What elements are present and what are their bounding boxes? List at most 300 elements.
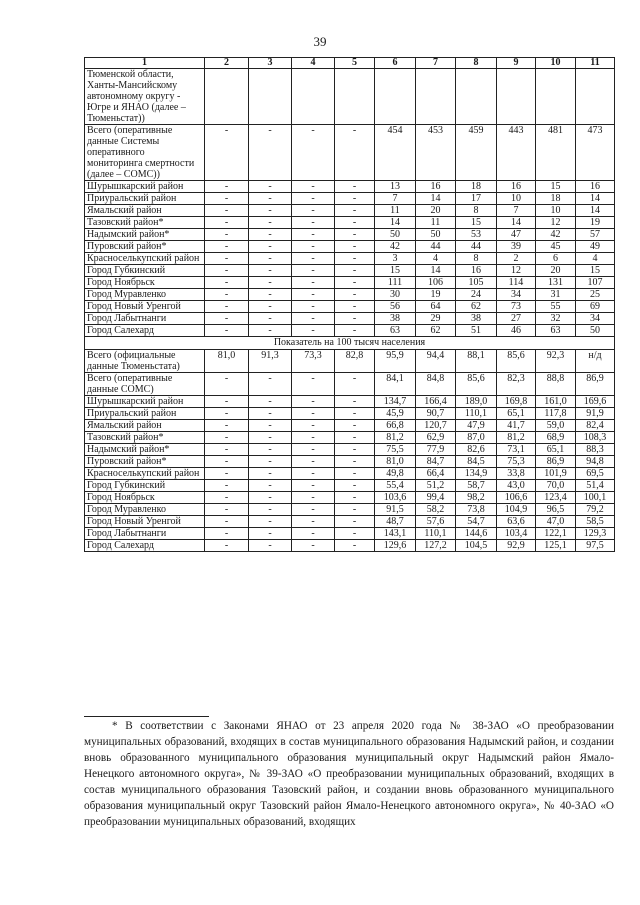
table-row <box>85 69 615 125</box>
table-cell: 125,1 <box>536 540 576 552</box>
table-cell: 75,3 <box>497 456 536 468</box>
table-cell: 18 <box>536 193 576 205</box>
table-cell: - <box>335 253 375 265</box>
table-cell: - <box>292 444 335 456</box>
table-cell: - <box>335 516 375 528</box>
table-cell: 16 <box>416 181 456 193</box>
table-cell: 84,8 <box>416 373 456 396</box>
table-cell: 120,7 <box>416 420 456 432</box>
table-cell: 38 <box>456 313 497 325</box>
row-label: Город Салехард <box>85 540 205 552</box>
table-cell: 134,9 <box>456 468 497 480</box>
table-cell: 104,5 <box>456 540 497 552</box>
table-cell: - <box>249 456 292 468</box>
row-label: Город Новый Уренгой <box>85 301 205 313</box>
col-header: 8 <box>456 58 497 69</box>
table-cell: - <box>335 540 375 552</box>
table-cell: - <box>205 325 249 337</box>
table-cell: 34 <box>497 289 536 301</box>
table-cell: 90,7 <box>416 408 456 420</box>
header-row <box>85 58 615 69</box>
table-cell: 107 <box>576 277 615 289</box>
table-cell: 63 <box>375 325 416 337</box>
table-row <box>85 217 615 229</box>
table-cell: - <box>335 373 375 396</box>
table-cell: 42 <box>375 241 416 253</box>
table-cell: 33,8 <box>497 468 536 480</box>
table-cell: - <box>205 396 249 408</box>
table-body-per-100k <box>85 350 615 552</box>
table-cell: 53 <box>456 229 497 241</box>
table-cell: - <box>249 125 292 181</box>
table-cell: 50 <box>416 229 456 241</box>
table-cell: 47,9 <box>456 420 497 432</box>
table-row <box>85 325 615 337</box>
table-row <box>85 289 615 301</box>
table-cell: - <box>335 325 375 337</box>
table-cell: - <box>292 396 335 408</box>
table-cell: - <box>205 444 249 456</box>
table-cell: 47,0 <box>536 516 576 528</box>
table-cell: - <box>335 181 375 193</box>
row-label: Всего (оперативные данные Системы оперативного мониторинга смертности (далее – СОМС)) <box>85 125 205 181</box>
table-cell: 8 <box>456 205 497 217</box>
table-cell: - <box>249 373 292 396</box>
row-label: Ямальский район <box>85 205 205 217</box>
table-cell: - <box>292 125 335 181</box>
section-row <box>85 337 615 350</box>
row-label: Город Салехард <box>85 325 205 337</box>
table-cell: 14 <box>416 193 456 205</box>
table-cell: - <box>249 193 292 205</box>
table-cell: 45 <box>536 241 576 253</box>
table-cell: 96,5 <box>536 504 576 516</box>
table-cell: 75,5 <box>375 444 416 456</box>
table-cell: - <box>292 492 335 504</box>
row-label: Приуральский район <box>85 193 205 205</box>
table-cell: 69 <box>576 301 615 313</box>
table-cell <box>335 69 375 125</box>
table-cell: - <box>292 181 335 193</box>
table-cell: 62,9 <box>416 432 456 444</box>
table-cell: - <box>249 289 292 301</box>
table-cell: 10 <box>536 205 576 217</box>
table-cell: 454 <box>375 125 416 181</box>
table-cell: - <box>292 528 335 540</box>
table-cell: н/д <box>576 350 615 373</box>
col-header: 4 <box>292 58 335 69</box>
table-cell: 85,6 <box>456 373 497 396</box>
table-cell: - <box>335 420 375 432</box>
table-cell: - <box>292 516 335 528</box>
table-cell: 55,4 <box>375 480 416 492</box>
table-cell: 103,6 <box>375 492 416 504</box>
table-row <box>85 253 615 265</box>
table-cell: 88,1 <box>456 350 497 373</box>
table-cell: - <box>249 408 292 420</box>
table-cell: 108,3 <box>576 432 615 444</box>
table-cell: - <box>335 125 375 181</box>
table-cell: 14 <box>576 193 615 205</box>
table-cell: - <box>205 540 249 552</box>
table-cell: 50 <box>576 325 615 337</box>
table-cell: - <box>335 289 375 301</box>
table-cell: - <box>335 241 375 253</box>
table-cell: 443 <box>497 125 536 181</box>
table-cell: - <box>205 492 249 504</box>
row-label: Город Ноябрьск <box>85 492 205 504</box>
table-cell: 63 <box>536 325 576 337</box>
table-cell: 481 <box>536 125 576 181</box>
table-cell: - <box>205 229 249 241</box>
table-cell: - <box>335 193 375 205</box>
table-cell: - <box>205 253 249 265</box>
table-cell: 54,7 <box>456 516 497 528</box>
table-cell: 134,7 <box>375 396 416 408</box>
table-cell: 473 <box>576 125 615 181</box>
table-cell: 91,5 <box>375 504 416 516</box>
table-cell: 48,7 <box>375 516 416 528</box>
table-cell: - <box>205 420 249 432</box>
table-cell: 51,4 <box>576 480 615 492</box>
table-cell <box>416 69 456 125</box>
table-cell: 84,5 <box>456 456 497 468</box>
table-cell: - <box>205 313 249 325</box>
row-label: Всего (официальные данные Тюменьстата) <box>85 350 205 373</box>
table-cell: 84,1 <box>375 373 416 396</box>
table-cell: 15 <box>576 265 615 277</box>
table-cell: 85,6 <box>497 350 536 373</box>
table-cell: 94,8 <box>576 456 615 468</box>
table-cell: - <box>249 444 292 456</box>
col-header: 2 <box>205 58 249 69</box>
table-cell: - <box>249 325 292 337</box>
table-cell: 453 <box>416 125 456 181</box>
table-cell: 29 <box>416 313 456 325</box>
col-header: 1 <box>85 58 205 69</box>
table-row <box>85 480 615 492</box>
table-cell: - <box>292 205 335 217</box>
table-cell: - <box>249 492 292 504</box>
table-cell: 103,4 <box>497 528 536 540</box>
table-cell: 15 <box>536 181 576 193</box>
table-cell <box>536 69 576 125</box>
table-cell: 14 <box>416 265 456 277</box>
table-cell: 63,6 <box>497 516 536 528</box>
table-cell: 77,9 <box>416 444 456 456</box>
table-cell <box>497 69 536 125</box>
table-cell: 105 <box>456 277 497 289</box>
row-label: Надымский район* <box>85 444 205 456</box>
table-cell: - <box>205 408 249 420</box>
table-cell: 97,5 <box>576 540 615 552</box>
table-cell: 144,6 <box>456 528 497 540</box>
table-cell: 57 <box>576 229 615 241</box>
table-cell: 129,3 <box>576 528 615 540</box>
table-cell: - <box>292 420 335 432</box>
table-cell: 169,8 <box>497 396 536 408</box>
table-cell: - <box>249 420 292 432</box>
table-cell: 43,0 <box>497 480 536 492</box>
table-cell: - <box>205 277 249 289</box>
table-cell: - <box>205 193 249 205</box>
table-cell: - <box>205 289 249 301</box>
table-cell: - <box>292 193 335 205</box>
table-cell: - <box>335 432 375 444</box>
table-cell: - <box>292 313 335 325</box>
table-cell: 73,1 <box>497 444 536 456</box>
row-label: Тюменской области, Ханты-Мансийскому автономному округу - Югре и ЯНАО (далее – Тюменьстат)) <box>85 69 205 125</box>
row-label: Пуровский район* <box>85 241 205 253</box>
table-cell: - <box>249 432 292 444</box>
row-label: Красноселькупский район <box>85 253 205 265</box>
table-cell: 44 <box>416 241 456 253</box>
table-row <box>85 396 615 408</box>
row-label: Город Лабытнанги <box>85 528 205 540</box>
table-cell: 50 <box>375 229 416 241</box>
table-cell <box>456 69 497 125</box>
table-cell: 17 <box>456 193 497 205</box>
table-cell: 14 <box>375 217 416 229</box>
table-cell: 110,1 <box>456 408 497 420</box>
table-cell: - <box>249 480 292 492</box>
table-cell: 66,8 <box>375 420 416 432</box>
row-label: Город Новый Уренгой <box>85 516 205 528</box>
table-cell: 81,2 <box>375 432 416 444</box>
table-cell <box>292 69 335 125</box>
table-cell: 56 <box>375 301 416 313</box>
table-cell: 13 <box>375 181 416 193</box>
table-cell: 104,9 <box>497 504 536 516</box>
table-cell: - <box>249 181 292 193</box>
table-cell: 51,2 <box>416 480 456 492</box>
table-cell: - <box>292 241 335 253</box>
table-cell: - <box>335 492 375 504</box>
table-cell: 27 <box>497 313 536 325</box>
row-label: Пуровский район* <box>85 456 205 468</box>
table-cell: - <box>335 396 375 408</box>
table-row <box>85 277 615 289</box>
table-cell: - <box>205 468 249 480</box>
table-cell: - <box>335 217 375 229</box>
table-cell: - <box>205 125 249 181</box>
table-cell: 86,9 <box>536 456 576 468</box>
table-cell: 81,2 <box>497 432 536 444</box>
table-cell: - <box>335 504 375 516</box>
table-cell: 82,6 <box>456 444 497 456</box>
table-cell: 65,1 <box>497 408 536 420</box>
table-row <box>85 516 615 528</box>
table-cell: 91,9 <box>576 408 615 420</box>
table-cell: 24 <box>456 289 497 301</box>
col-header: 10 <box>536 58 576 69</box>
table-cell: 11 <box>375 205 416 217</box>
table-cell: 122,1 <box>536 528 576 540</box>
table-row <box>85 205 615 217</box>
table-row <box>85 229 615 241</box>
table-cell: 34 <box>576 313 615 325</box>
col-header: 5 <box>335 58 375 69</box>
table-cell: 2 <box>497 253 536 265</box>
table-cell: - <box>205 217 249 229</box>
table-cell: - <box>335 468 375 480</box>
table-row <box>85 373 615 396</box>
table-section <box>85 337 615 350</box>
table-cell: 42 <box>536 229 576 241</box>
table-cell: 189,0 <box>456 396 497 408</box>
row-label: Город Лабытнанги <box>85 313 205 325</box>
table-cell: 131 <box>536 277 576 289</box>
table-cell: - <box>249 253 292 265</box>
table-cell: 11 <box>416 217 456 229</box>
table-cell: - <box>205 205 249 217</box>
table-cell <box>205 69 249 125</box>
table-cell: - <box>249 396 292 408</box>
table-cell: 16 <box>497 181 536 193</box>
table-cell: 57,6 <box>416 516 456 528</box>
table-cell: - <box>249 468 292 480</box>
table-cell: - <box>249 205 292 217</box>
table-cell: - <box>335 301 375 313</box>
table-cell: 166,4 <box>416 396 456 408</box>
table-cell: 68,9 <box>536 432 576 444</box>
table-cell: 111 <box>375 277 416 289</box>
table-cell: - <box>335 408 375 420</box>
table-cell: 6 <box>536 253 576 265</box>
table-cell: - <box>335 528 375 540</box>
table-cell: - <box>292 301 335 313</box>
table-cell: - <box>292 540 335 552</box>
table-cell: 66,4 <box>416 468 456 480</box>
row-label: Город Муравленко <box>85 504 205 516</box>
table-cell: 73 <box>497 301 536 313</box>
table-cell: 4 <box>416 253 456 265</box>
table-row <box>85 420 615 432</box>
table-row <box>85 492 615 504</box>
table-cell: 14 <box>576 205 615 217</box>
table-cell: - <box>292 265 335 277</box>
table-cell: 82,3 <box>497 373 536 396</box>
table-cell: 114 <box>497 277 536 289</box>
table-cell: 64 <box>416 301 456 313</box>
table-cell: 95,9 <box>375 350 416 373</box>
row-label: Приуральский район <box>85 408 205 420</box>
table-cell: 16 <box>456 265 497 277</box>
table-cell: 19 <box>416 289 456 301</box>
table-cell: 44 <box>456 241 497 253</box>
table-cell: 92,3 <box>536 350 576 373</box>
table-cell: - <box>335 456 375 468</box>
table-cell: 84,7 <box>416 456 456 468</box>
table-cell: - <box>249 217 292 229</box>
table-row <box>85 528 615 540</box>
table-cell: 81,0 <box>205 350 249 373</box>
row-label: Город Губкинский <box>85 480 205 492</box>
table-cell: 81,0 <box>375 456 416 468</box>
table-cell: - <box>292 504 335 516</box>
table-cell: - <box>249 313 292 325</box>
table-cell: - <box>205 241 249 253</box>
table-cell: - <box>205 480 249 492</box>
table-cell: 51 <box>456 325 497 337</box>
table-cell: 92,9 <box>497 540 536 552</box>
table-row <box>85 193 615 205</box>
table-cell: 15 <box>375 265 416 277</box>
table-cell: 73,8 <box>456 504 497 516</box>
table-cell: 70,0 <box>536 480 576 492</box>
table-cell: - <box>205 456 249 468</box>
table-cell: 3 <box>375 253 416 265</box>
table-cell: 39 <box>497 241 536 253</box>
statistics-table <box>84 57 615 552</box>
table-cell: - <box>292 456 335 468</box>
col-header: 9 <box>497 58 536 69</box>
table-cell: 65,1 <box>536 444 576 456</box>
table-cell: 59,0 <box>536 420 576 432</box>
table-cell: 459 <box>456 125 497 181</box>
table-cell: 123,4 <box>536 492 576 504</box>
table-cell: 69,5 <box>576 468 615 480</box>
table-cell: 62 <box>416 325 456 337</box>
table-cell: - <box>335 265 375 277</box>
row-label: Надымский район* <box>85 229 205 241</box>
table-cell: 98,2 <box>456 492 497 504</box>
table-cell: - <box>335 313 375 325</box>
table-cell: - <box>292 408 335 420</box>
table-cell: 88,3 <box>576 444 615 456</box>
table-row <box>85 241 615 253</box>
table-cell: 12 <box>497 265 536 277</box>
row-label: Город Ноябрьск <box>85 277 205 289</box>
table-cell: 49 <box>576 241 615 253</box>
table-cell: 10 <box>497 193 536 205</box>
table-cell: 58,7 <box>456 480 497 492</box>
table-cell: 101,9 <box>536 468 576 480</box>
table-row <box>85 432 615 444</box>
table-cell: - <box>292 253 335 265</box>
table-cell: 110,1 <box>416 528 456 540</box>
table-cell: 45,9 <box>375 408 416 420</box>
table-cell: 30 <box>375 289 416 301</box>
table-row <box>85 181 615 193</box>
table-row <box>85 540 615 552</box>
table-cell: - <box>249 516 292 528</box>
table-cell: - <box>205 301 249 313</box>
table-cell: 12 <box>536 217 576 229</box>
table-cell <box>576 69 615 125</box>
table-cell: 15 <box>456 217 497 229</box>
table-row <box>85 504 615 516</box>
row-label: Ямальский район <box>85 420 205 432</box>
table-cell: - <box>249 229 292 241</box>
table-cell: - <box>249 301 292 313</box>
table-cell: - <box>249 504 292 516</box>
table-cell: 117,8 <box>536 408 576 420</box>
table-cell: - <box>335 277 375 289</box>
table-cell: - <box>249 540 292 552</box>
table-cell: 31 <box>536 289 576 301</box>
table-cell: 16 <box>576 181 615 193</box>
table-row <box>85 350 615 373</box>
table-cell: - <box>292 480 335 492</box>
col-header: 7 <box>416 58 456 69</box>
table-cell: - <box>249 241 292 253</box>
table-cell: 19 <box>576 217 615 229</box>
table-cell: 8 <box>456 253 497 265</box>
table-cell: - <box>249 265 292 277</box>
table-cell: 106,6 <box>497 492 536 504</box>
table-cell: 62 <box>456 301 497 313</box>
